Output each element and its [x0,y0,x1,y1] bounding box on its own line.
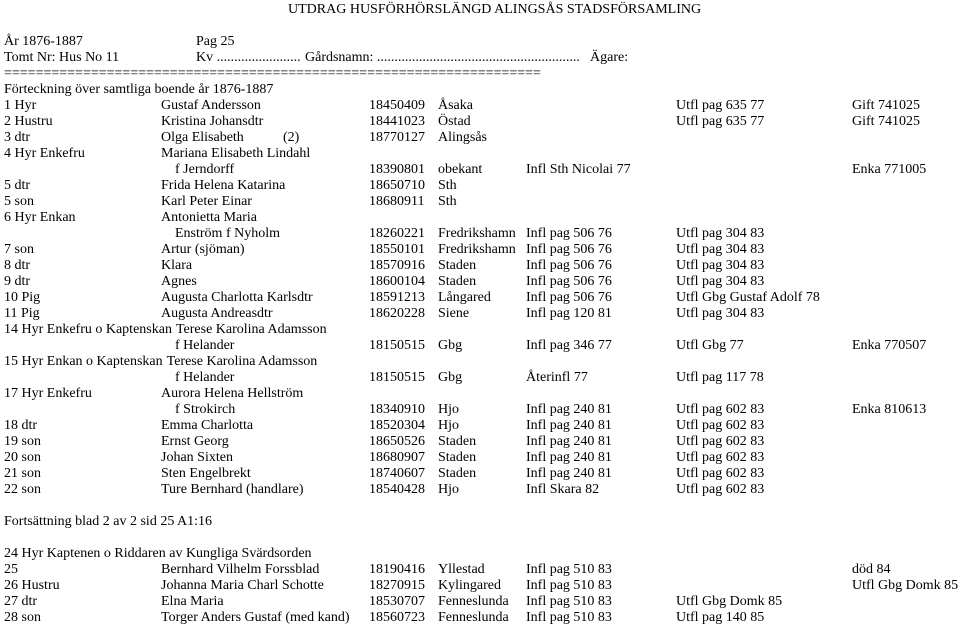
table-row [0,146,960,162]
moved-in-note: Infl pag 346 77 [526,338,612,353]
row-lead [4,546,316,562]
moved-out-note: Utfl pag 304 83 [676,226,765,241]
birth-place: Staden [438,450,477,465]
table-row-continuation [0,370,960,386]
resident-name: Johan Sixten [161,450,233,465]
birth-date: 18270915 [369,578,425,593]
entry-number: 26 Hustru [4,578,60,593]
row-lead [4,450,233,466]
entry-number: 20 son [4,450,41,465]
resident-name: Agnes [161,274,197,289]
listing-title-line [0,82,960,98]
entry-number: 9 dtr [4,274,31,289]
owner-field: Ägare: [590,50,629,65]
entry-number: 5 son [4,194,34,209]
moved-out-note: Utfl pag 635 77 [676,114,765,129]
row-lead [4,194,252,210]
table-row-continuation [0,162,960,178]
birth-place: obekant [438,162,483,177]
moved-in-note: Infl pag 510 83 [526,578,612,593]
birth-place: Hjo [438,482,459,497]
farm-name-field: Gårdsnamn: .......................................................... [305,50,580,65]
entry-number: 19 son [4,434,41,449]
document-title: UTDRAG HUSFÖRHÖRSLÄNGD ALINGSÅS STADSFÖRSAMLING [288,2,702,17]
page-number: Pag 25 [196,34,235,49]
entry-number: 24 Hyr Kaptenen o Riddaren av Kungliga Svärdsorden [4,546,312,561]
resident-name: Antonietta Maria [161,210,258,225]
row-lead [4,98,261,114]
birth-place: Staden [438,258,477,273]
resident-name-continuation: f Helander [175,370,235,385]
remark: Gift 741025 [852,98,921,113]
birth-place: Östad [438,114,471,129]
birth-date: 18390801 [369,162,425,177]
block-field: Kv ........................ [196,50,301,65]
moved-out-note: Utfl pag 304 83 [676,274,765,289]
resident-name: Ernst Georg [161,434,229,449]
row-lead [4,466,251,482]
entry-number: 4 Hyr Enkefru [4,146,85,161]
moved-in-note: Infl pag 240 81 [526,450,612,465]
entry-number: 14 Hyr Enkefru o Kaptenskan [4,322,172,337]
birth-date: 18650710 [369,178,425,193]
row-lead [4,114,263,130]
blank-line [0,18,960,34]
birth-date: 18530707 [369,594,425,609]
row-lead [4,434,229,450]
moved-in-note: Infl pag 120 81 [526,306,612,321]
birth-place: Fenneslunda [438,610,509,625]
moved-in-note: Infl pag 510 83 [526,594,612,609]
moved-out-note: Utfl Gbg Domk 85 [676,594,783,609]
resident-name: Artur (sjöman) [161,242,245,257]
table-row [0,418,960,434]
moved-out-note: Utfl Gbg 77 [676,338,744,353]
entry-number: 3 dtr [4,130,31,145]
table-row [0,434,960,450]
birth-place: Hjo [438,402,459,417]
moved-out-note: Utfl pag 117 78 [676,370,764,385]
birth-place: Fenneslunda [438,594,509,609]
birth-date: 18570916 [369,258,425,273]
remark: Enka 810613 [852,402,927,417]
table-row-continuation [0,226,960,242]
row-lead [4,482,304,498]
lot-house-number: Tomt Nr: Hus No 11 [4,50,120,65]
resident-name: Terese Karolina Adamsson [175,322,327,337]
entry-number: 1 Hyr [4,98,37,113]
entry-number: 28 son [4,610,41,625]
row-lead [4,178,285,194]
year-page-line [0,34,960,50]
table-row [0,450,960,466]
table-row [0,546,960,562]
entry-number: 27 dtr [4,594,38,609]
moved-in-note: Infl pag 240 81 [526,466,612,481]
resident-name: Sten Engelbrekt [161,466,251,481]
birth-place: Alingsås [438,130,487,145]
moved-in-note: Infl pag 506 76 [526,258,612,273]
remark: Enka 771005 [852,162,927,177]
birth-place: Sth [438,194,457,209]
row-lead [4,290,313,306]
resident-name: Gustaf Andersson [161,98,261,113]
table-row [0,290,960,306]
table-row [0,594,960,610]
resident-name-continuation: f Helander [175,338,235,353]
entry-number: 8 dtr [4,258,31,273]
birth-date: 18340910 [369,402,425,417]
row-lead [4,386,303,402]
table-row [0,482,960,498]
remark: död 84 [852,562,891,577]
table-row [0,562,960,578]
table-row [0,98,960,114]
row-lead [4,130,244,146]
table-row [0,322,960,338]
moved-out-note: Utfl pag 304 83 [676,306,765,321]
table-row [0,610,960,626]
resident-name-continuation: f Jerndorff [175,162,235,177]
table-row [0,210,960,226]
remark: Enka 770507 [852,338,927,353]
separator-line [0,66,960,82]
table-row [0,274,960,290]
resident-name: Ture Bernhard (handlare) [161,482,304,497]
document-header [0,2,960,18]
birth-date: 18770127 [369,130,425,145]
continuation-note: Fortsättning blad 2 av 2 sid 25 A1:16 [4,514,213,529]
resident-name: Karl Peter Einar [161,194,252,209]
row-lead [4,306,273,322]
resident-name: Elna Maria [161,594,224,609]
table-row [0,114,960,130]
moved-out-note: Utfl pag 140 85 [676,610,765,625]
birth-date: 18550101 [369,242,425,257]
row-lead [4,274,197,290]
birth-place: Yllestad [438,562,485,577]
birth-date: 18740607 [369,466,425,481]
entry-number: 2 Hustru [4,114,53,129]
moved-in-note: Infl pag 506 76 [526,226,612,241]
birth-date: 18680911 [369,194,425,209]
table-row [0,258,960,274]
residents-table-continued [0,546,960,626]
remark: Utfl Gbg Domk 85 [852,578,959,593]
birth-place: Kylingared [438,578,501,593]
blank-line [0,498,960,514]
birth-date: 18591213 [369,290,425,305]
listing-title: Förteckning över samtliga boende år 1876-1887 [4,82,274,97]
table-row [0,306,960,322]
birth-place: Åsaka [438,98,473,113]
table-row [0,242,960,258]
resident-name: Bernhard Vilhelm Forssblad [161,562,320,577]
moved-in-note: Infl pag 506 76 [526,290,612,305]
separator-rule: ==================================================================== [4,66,541,81]
resident-name: Kristina Johansdtr [161,114,264,129]
entry-number: 11 Pig [4,306,40,321]
table-row-continuation [0,402,960,418]
moved-out-note: Utfl pag 602 83 [676,466,765,481]
moved-in-note: Infl pag 506 76 [526,242,612,257]
continuation-line [0,514,960,530]
moved-out-note: Utfl pag 602 83 [676,450,765,465]
birth-date: 18620228 [369,306,425,321]
table-row [0,194,960,210]
birth-date: 18190416 [369,562,425,577]
birth-place: Staden [438,434,477,449]
name-note: (2) [283,130,300,145]
moved-out-note: Utfl pag 602 83 [676,434,765,449]
resident-name: Frida Helena Katarina [161,178,286,193]
row-lead [4,594,224,610]
moved-in-note: Infl pag 240 81 [526,402,612,417]
moved-out-note: Utfl pag 602 83 [676,482,765,497]
moved-in-note: Återinfl 77 [526,370,588,385]
moved-out-note: Utfl pag 602 83 [676,402,765,417]
birth-date: 18450409 [369,98,425,113]
birth-place: Fredrikshamn [438,242,516,257]
entry-number: 22 son [4,482,41,497]
row-lead [4,578,324,594]
moved-out-note: Utfl pag 602 83 [676,418,765,433]
moved-out-note: Utfl pag 304 83 [676,258,765,273]
row-lead [4,322,327,338]
birth-place: Staden [438,274,477,289]
birth-place: Siene [438,306,470,321]
entry-number: 10 Pig [4,290,41,305]
birth-place: Sth [438,178,457,193]
table-row [0,578,960,594]
moved-in-note: Infl Skara 82 [526,482,600,497]
table-row [0,130,960,146]
row-lead [4,242,245,258]
table-row [0,354,960,370]
birth-date: 18540428 [369,482,425,497]
resident-name: Olga Elisabeth [161,130,244,145]
entry-number: 25 [4,562,18,577]
resident-name: Augusta Andreasdtr [161,306,273,321]
birth-date: 18441023 [369,114,425,129]
table-row [0,386,960,402]
table-row [0,466,960,482]
birth-place: Gbg [438,370,463,385]
resident-name: Mariana Elisabeth Lindahl [161,146,311,161]
moved-in-note: Infl pag 510 83 [526,610,612,625]
year-range: År 1876-1887 [4,34,83,49]
blank-line [0,530,960,546]
resident-name: Emma Charlotta [161,418,254,433]
resident-name-continuation: f Strokirch [175,402,236,417]
entry-number: 15 Hyr Enkan o Kaptenskan [4,354,163,369]
row-lead [4,210,257,226]
moved-out-note: Utfl pag 635 77 [676,98,765,113]
birth-place: Långared [438,290,491,305]
moved-in-note: Infl pag 240 81 [526,434,612,449]
resident-name: Aurora Helena Hellström [161,386,304,401]
table-row [0,178,960,194]
moved-in-note: Infl pag 240 81 [526,418,612,433]
table-row-continuation [0,338,960,354]
resident-name: Terese Karolina Adamsson [166,354,318,369]
entry-number: 21 son [4,466,41,481]
moved-in-note: Infl Sth Nicolai 77 [526,162,631,177]
birth-place: Staden [438,466,477,481]
entry-number: 6 Hyr Enkan [4,210,76,225]
property-line [0,50,960,66]
birth-date: 18520304 [369,418,425,433]
row-lead [4,562,319,578]
moved-out-note: Utfl pag 304 83 [676,242,765,257]
row-lead [4,610,350,626]
birth-place: Gbg [438,338,463,353]
entry-number: 5 dtr [4,178,31,193]
resident-name: Johanna Maria Charl Schotte [161,578,324,593]
birth-date: 18650526 [369,434,425,449]
moved-out-note: Utfl Gbg Gustaf Adolf 78 [676,290,820,305]
resident-name: Torger Anders Gustaf (med kand) [161,610,350,625]
row-lead [4,354,317,370]
birth-place: Hjo [438,418,459,433]
birth-place: Fredrikshamn [438,226,516,241]
row-lead [4,418,253,434]
birth-date: 18600104 [369,274,425,289]
remark: Gift 741025 [852,114,921,129]
birth-date: 18680907 [369,450,425,465]
entry-number: 7 son [4,242,34,257]
residents-table [0,98,960,498]
moved-in-note: Infl pag 510 83 [526,562,612,577]
resident-name-continuation: Enström f Nyholm [175,226,280,241]
resident-name: Augusta Charlotta Karlsdtr [161,290,313,305]
birth-date: 18150515 [369,370,425,385]
birth-date: 18260221 [369,226,425,241]
birth-date: 18560723 [369,610,425,625]
entry-number: 17 Hyr Enkefru [4,386,92,401]
entry-number: 18 dtr [4,418,38,433]
row-lead [4,258,192,274]
resident-name: Klara [161,258,193,273]
moved-in-note: Infl pag 506 76 [526,274,612,289]
birth-date: 18150515 [369,338,425,353]
row-lead [4,146,310,162]
